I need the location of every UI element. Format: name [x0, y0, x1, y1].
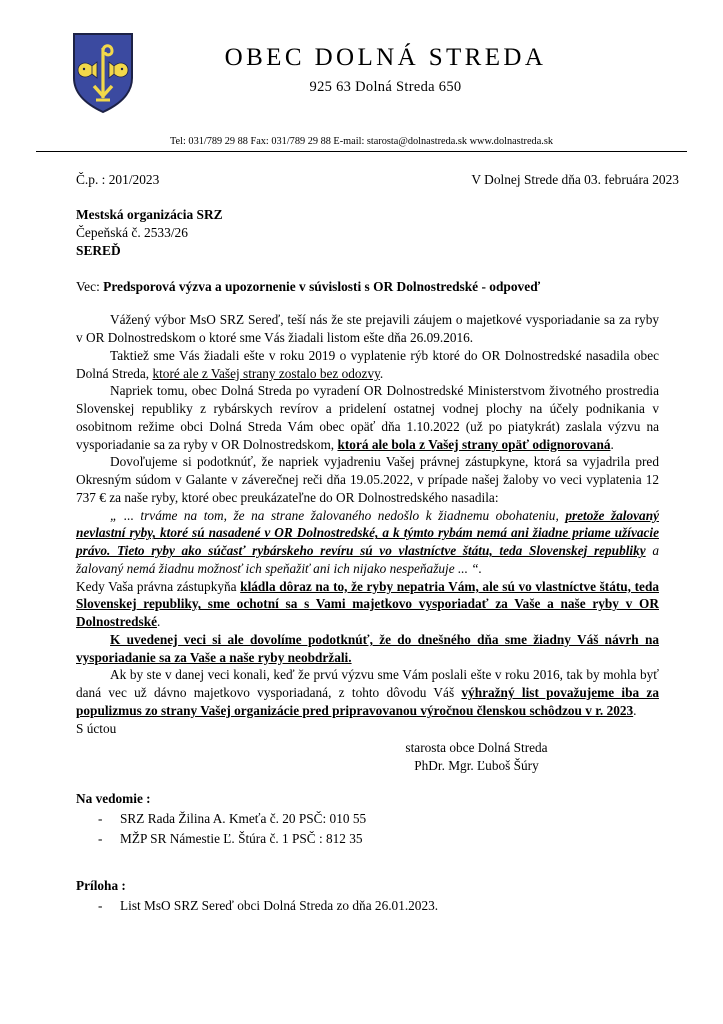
list-item: [98, 896, 687, 915]
meta-row: [36, 172, 687, 188]
paragraph-7-underlined: výhražný list považujeme iba za populizmus zo strany Vašej organizácie pred pripravovanou výročnou členskou schôdzou v r. 2023: [76, 685, 659, 718]
paragraph-4-text: Dovoľujeme si podotknúť, že napriek vyjadreniu Vašej právnej zástupkyne, ktorá sa vyjadrila pred Okresným súdom v Galante v záverečnej reči dňa 19.05.2022, v prípade našej žaloby vo veci vyplatenia 12 737 € za naše ryby, ktoré obec preukázateľne do OR Dolnostredského nasadila:: [76, 454, 659, 505]
paragraph-3-underlined: ktorá ale bola z Vašej strany opäť odignorovaná: [337, 436, 611, 452]
contact-text: Tel: 031/789 29 88 Fax: 031/789 29 88 E-mail: starosta@dolnastreda.sk www.dolnastreda.sk: [169, 136, 553, 147]
list-item: [98, 829, 687, 848]
paragraph-5-text-a: Kedy Vaša právna zástupkyňa: [76, 578, 241, 594]
dash-bullet-icon: -: [98, 830, 103, 846]
paragraph-7-text-a: Ak by ste v danej veci konali, keď že prvú výzvu sme Vám poslali ešte v roku 2016, tak by mohla byť daná vec už dávno majetkovo vysporiadaná, z tohto dôvodu Váš: [76, 667, 659, 701]
signature-block: [36, 739, 687, 775]
paragraph-6-underlined: K uvedenej veci si ale dovolíme podotknúť, že do dnešného dňa sme žiadny Váš návrh na vysporiadanie sa za Vaše a naše ryby neobdržali.: [76, 631, 659, 665]
quote-underlined: pretože žalovaný nevlastní ryby, ktoré sú nasadené v OR Dolnostredské, a k týmto rybám nemá ani žiadne priame užívacie právo. Tieto ryby ako súčasť rybárskeho revíru sú vo vlastníctve štátu, teda Slovenskej republiky: [76, 507, 659, 559]
paragraph-7: [76, 666, 659, 719]
quote-text-b: a žalovaný nemá žiadnu možnosť ich speňažiť ani ich nijako nespeňažuje ... “.: [76, 543, 659, 576]
paragraph-5: [76, 578, 659, 631]
municipality-name: OBEC DOLNÁ STREDA: [224, 44, 547, 71]
paragraph-2: [76, 347, 659, 383]
paragraph-6: [76, 631, 659, 667]
reference-number: Č.p. : 201/2023: [76, 172, 160, 187]
paragraph-1-text: Vážený výbor MsO SRZ Sereď, teší nás že ste prejavili záujem o majetkové vysporiadanie sa za ryby v OR Dolnostredskom o ktoré sme Vás žiadali listom ešte dňa 26.09.2016.: [76, 312, 659, 346]
paragraph-3-text-b: .: [610, 436, 614, 452]
letterhead: [36, 22, 687, 114]
paragraph-5-text-b: .: [157, 614, 161, 630]
list-item: [98, 809, 687, 828]
cc-list: [36, 809, 687, 848]
attachment-title: Príloha :: [76, 877, 126, 893]
paragraph-1: [76, 311, 659, 347]
spacer: [36, 848, 687, 862]
cc-item-text: SRZ Rada Žilina A. Kmeťa č. 20 PSČ: 010 55: [120, 811, 367, 827]
subject-value: Predsporová výzva a upozornenie v súvislosti s OR Dolnostredské - odpoveď: [103, 279, 541, 295]
signature-name: PhDr. Mgr. Ľuboš Šúry: [414, 758, 539, 774]
attachment-list: [36, 896, 687, 915]
attachment-item-text: List MsO SRZ Sereď obci Dolná Streda zo dňa 26.01.2023.: [120, 897, 439, 913]
subject-label: Vec:: [76, 279, 100, 295]
paragraph-7-text-b: .: [633, 702, 637, 718]
cc-title: Na vedomie :: [76, 791, 151, 807]
header-divider: [36, 151, 687, 152]
dash-bullet-icon: -: [98, 811, 103, 827]
place-and-date: V Dolnej Strede dňa 03. februára 2023: [471, 172, 679, 187]
subject-line: [36, 279, 687, 295]
addressee-line-3: SEREĎ: [76, 242, 121, 258]
paragraph-2-text-b: .: [379, 365, 384, 381]
closing-line: S úctou: [76, 720, 117, 736]
paragraph-3-text-a: Napriek tomu, obec Dolná Streda po vyradení OR Dolnostredské Ministerstvom životného prostredia Slovenskej republiky z rybárskych revírov a pridelení ostatnej vodnej plochy na účely podnikania v osobitnom režime obci Dolná Streda Vám obec opäť dňa 1.10.2022 (už po piatykrát) zaslala výzvu na vysporiadanie sa za ryby v OR Dolnostredskom,: [76, 383, 659, 452]
paragraph-4: [76, 453, 659, 506]
addressee-line-2: Čepeňská č. 2533/26: [76, 224, 188, 240]
contact-line: [36, 136, 687, 147]
letter-body: [36, 311, 687, 737]
coat-of-arms-icon: [72, 32, 134, 114]
quote-text-a: „ ... trváme na tom, že na strane žalovaného nedošlo k žiadnemu obohateniu,: [110, 507, 566, 523]
signature-role: starosta obce Dolná Streda: [405, 740, 548, 756]
paragraph-2-underlined: ktoré ale z Vašej strany zostalo bez odozvy: [152, 365, 380, 381]
addressee-line-1: Mestská organizácia SRZ: [76, 207, 223, 222]
paragraph-5-underlined: kládla dôraz na to, že ryby nepatria Vám, ale sú vo vlastníctve štátu, teda Slovenskej republiky, sme ochotní sa s Vami majetkovo vysporiadať za Vaše a naše ryby v OR Dolnostredské: [76, 578, 659, 630]
cc-item-text: MŽP SR Námestie Ľ. Štúra č. 1 PSČ : 812 35: [120, 830, 363, 846]
addressee-block: [36, 206, 687, 259]
letterhead-text: [134, 30, 687, 96]
dash-bullet-icon: -: [98, 897, 103, 913]
paragraph-3: [76, 382, 659, 453]
quoted-statement: [76, 507, 659, 578]
paragraph-2-text-a: Taktiež sme Vás žiadali ešte v roku 2019 o vyplatenie rýb ktoré do OR Dolnostredské nasadila obec Dolná Streda,: [76, 347, 659, 381]
municipality-address: 925 63 Dolná Streda 650: [309, 79, 462, 95]
